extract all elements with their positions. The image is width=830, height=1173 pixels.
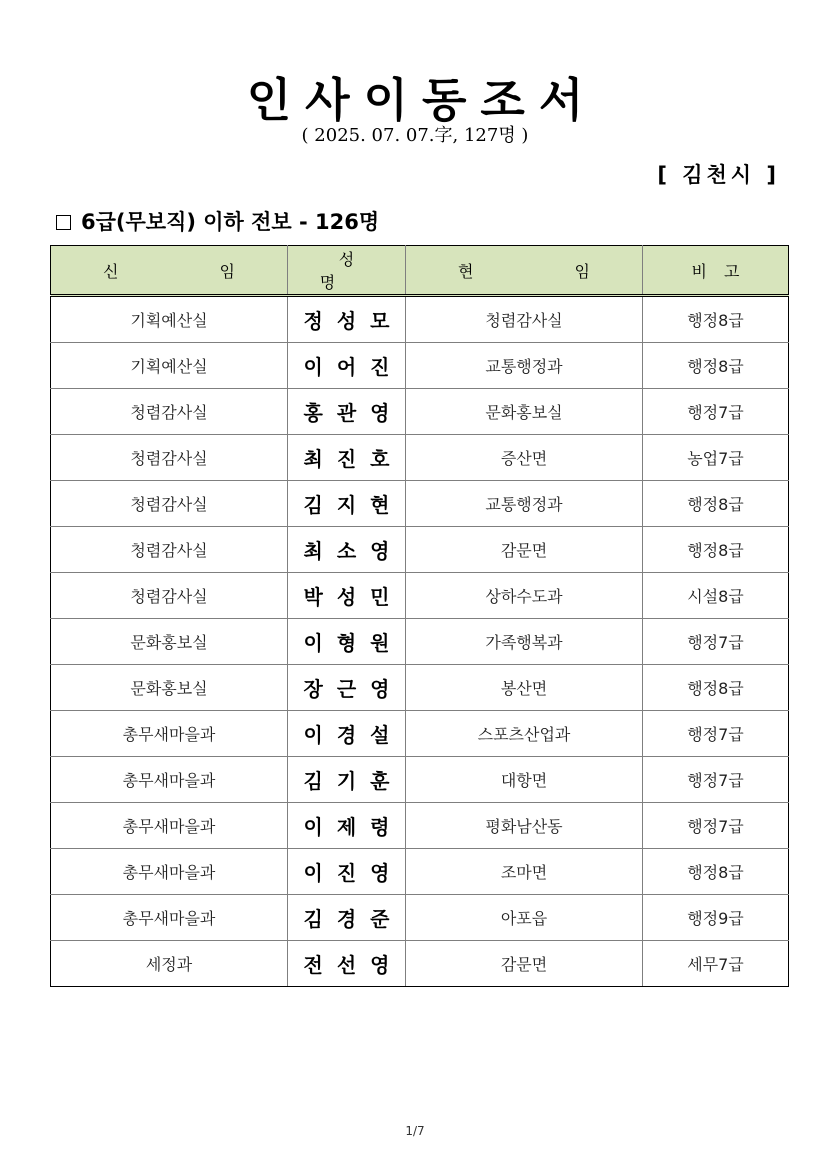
checkbox-square-icon	[56, 215, 71, 230]
cell-new-post: 문화홍보실	[51, 665, 288, 711]
cell-name: 홍관영	[288, 389, 406, 435]
cell-name: 정성모	[288, 296, 406, 343]
cell-new-post: 총무새마을과	[51, 711, 288, 757]
table-row	[51, 665, 789, 711]
cell-note: 시설8급	[643, 573, 789, 619]
cell-name: 장근영	[288, 665, 406, 711]
page-number: 1/7	[405, 1124, 425, 1138]
cell-note: 행정8급	[643, 665, 789, 711]
table-row	[51, 296, 789, 343]
cell-name: 김지현	[288, 481, 406, 527]
cell-note: 행정8급	[643, 849, 789, 895]
table-body	[51, 296, 789, 987]
cell-current-post: 청렴감사실	[406, 296, 643, 343]
cell-name: 김기훈	[288, 757, 406, 803]
cell-name: 이경설	[288, 711, 406, 757]
table-row	[51, 435, 789, 481]
cell-name: 김경준	[288, 895, 406, 941]
organization-label: [ 김천시 ]	[657, 163, 780, 187]
cell-new-post: 총무새마을과	[51, 849, 288, 895]
cell-note: 행정8급	[643, 343, 789, 389]
header-current-post	[406, 246, 643, 296]
table-row	[51, 711, 789, 757]
cell-name: 이진영	[288, 849, 406, 895]
cell-note: 행정8급	[643, 481, 789, 527]
cell-new-post: 총무새마을과	[51, 895, 288, 941]
cell-new-post: 청렴감사실	[51, 389, 288, 435]
cell-current-post: 가족행복과	[406, 619, 643, 665]
cell-note: 행정7급	[643, 711, 789, 757]
cell-note: 행정7급	[643, 389, 789, 435]
table-row	[51, 573, 789, 619]
cell-new-post: 기획예산실	[51, 296, 288, 343]
header-new-post-label: 신 임	[103, 261, 283, 281]
cell-current-post: 아포읍	[406, 895, 643, 941]
cell-new-post: 청렴감사실	[51, 573, 288, 619]
table-row	[51, 619, 789, 665]
table-row	[51, 389, 789, 435]
cell-note: 행정8급	[643, 527, 789, 573]
table-row	[51, 803, 789, 849]
cell-note: 세무7급	[643, 941, 789, 987]
cell-current-post: 조마면	[406, 849, 643, 895]
personnel-table	[50, 245, 789, 987]
section-title: 6급(무보직) 이하 전보 - 126명	[81, 210, 380, 234]
cell-name: 이형원	[288, 619, 406, 665]
cell-current-post: 봉산면	[406, 665, 643, 711]
table-header-row	[51, 246, 789, 296]
header-name	[288, 246, 406, 296]
cell-current-post: 상하수도과	[406, 573, 643, 619]
cell-current-post: 증산면	[406, 435, 643, 481]
cell-current-post: 교통행정과	[406, 343, 643, 389]
cell-current-post: 감문면	[406, 941, 643, 987]
table-row	[51, 527, 789, 573]
cell-note: 농업7급	[643, 435, 789, 481]
cell-note: 행정7급	[643, 757, 789, 803]
cell-note: 행정9급	[643, 895, 789, 941]
cell-new-post: 기획예산실	[51, 343, 288, 389]
cell-current-post: 스포츠산업과	[406, 711, 643, 757]
header-note	[643, 246, 789, 296]
table-row	[51, 757, 789, 803]
cell-note: 행정7급	[643, 803, 789, 849]
cell-note: 행정8급	[643, 296, 789, 343]
cell-name: 이제령	[288, 803, 406, 849]
cell-current-post: 평화남산동	[406, 803, 643, 849]
cell-new-post: 청렴감사실	[51, 527, 288, 573]
document-title: 인사이동조서	[246, 73, 598, 127]
cell-name: 박성민	[288, 573, 406, 619]
header-note-label: 비 고	[691, 261, 746, 281]
cell-new-post: 청렴감사실	[51, 435, 288, 481]
cell-current-post: 감문면	[406, 527, 643, 573]
table-row	[51, 895, 789, 941]
table-row	[51, 849, 789, 895]
table-row	[51, 481, 789, 527]
cell-current-post: 대항면	[406, 757, 643, 803]
header-new-post	[51, 246, 288, 296]
cell-name: 이어진	[288, 343, 406, 389]
cell-new-post: 청렴감사실	[51, 481, 288, 527]
cell-name: 최진호	[288, 435, 406, 481]
cell-note: 행정7급	[643, 619, 789, 665]
cell-new-post: 총무새마을과	[51, 757, 288, 803]
cell-name: 전선영	[288, 941, 406, 987]
document-subtitle: ( 2025. 07. 07.字, 127명 )	[301, 125, 529, 146]
cell-current-post: 문화홍보실	[406, 389, 643, 435]
table-row	[51, 941, 789, 987]
cell-name: 최소영	[288, 527, 406, 573]
cell-new-post: 문화홍보실	[51, 619, 288, 665]
cell-current-post: 교통행정과	[406, 481, 643, 527]
section-heading	[56, 206, 379, 238]
table-row	[51, 343, 789, 389]
header-name-label: 성 명	[319, 250, 393, 292]
cell-new-post: 총무새마을과	[51, 803, 288, 849]
cell-new-post: 세정과	[51, 941, 288, 987]
header-current-post-label: 현 임	[458, 261, 638, 281]
